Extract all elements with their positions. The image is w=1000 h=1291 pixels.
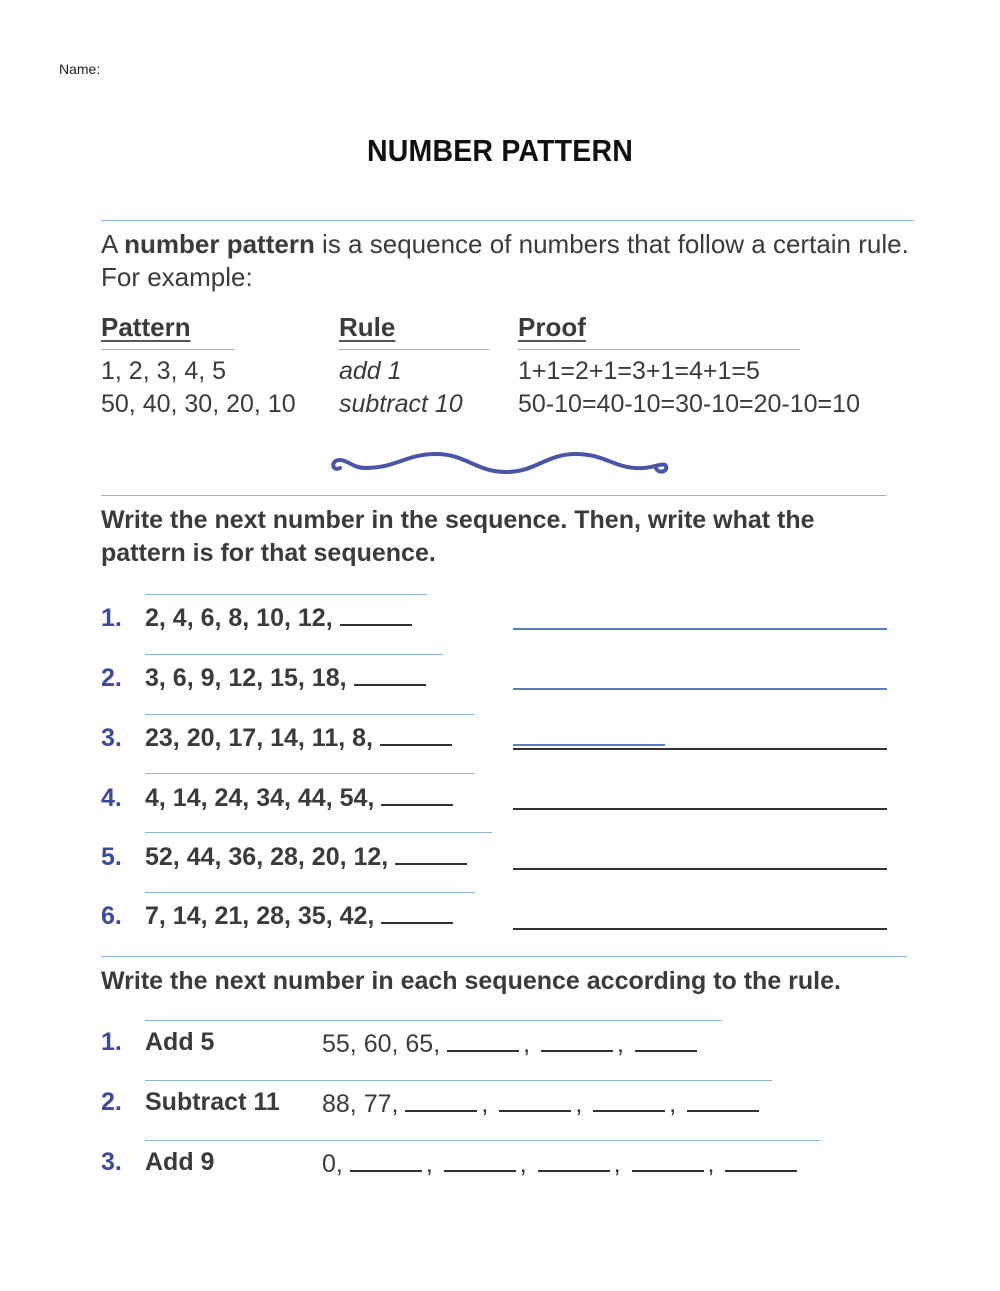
rule-sequence: 55, 60, 65, , , xyxy=(322,1028,697,1068)
answer-blank[interactable] xyxy=(499,1088,571,1112)
rule-label: Add 5 xyxy=(145,1028,215,1056)
pattern-answer-line[interactable] xyxy=(513,928,887,930)
rule-question-row: 3. Add 9 xyxy=(101,1148,215,1176)
example-pattern: 1, 2, 3, 4, 5 xyxy=(101,357,227,385)
answer-blank[interactable] xyxy=(635,1028,697,1052)
squiggle-divider-icon xyxy=(326,448,674,482)
question-row: 5. 52, 44, 36, 28, 20, 12, xyxy=(101,841,467,881)
divider xyxy=(145,773,475,774)
example-rule: subtract 10 xyxy=(339,390,463,418)
pattern-answer-line[interactable] xyxy=(513,628,887,630)
answer-blank[interactable] xyxy=(541,1028,613,1052)
answer-blank[interactable] xyxy=(395,841,467,865)
example-pattern: 50, 40, 30, 20, 10 xyxy=(101,390,296,418)
answer-blank[interactable] xyxy=(340,602,412,626)
header-underline xyxy=(518,349,800,350)
answer-blank[interactable] xyxy=(350,1148,422,1172)
answer-blank[interactable] xyxy=(381,900,453,924)
column-header-pattern: Pattern xyxy=(101,312,191,342)
page-title: NUMBER PATTERN xyxy=(366,133,634,168)
pattern-answer-line[interactable] xyxy=(513,868,887,870)
divider xyxy=(145,654,443,655)
question-row: 1. 2, 4, 6, 8, 10, 12, xyxy=(101,602,412,642)
header-underline xyxy=(101,349,235,350)
answer-blank[interactable] xyxy=(381,782,453,806)
answer-blank[interactable] xyxy=(447,1028,519,1052)
answer-blank[interactable] xyxy=(687,1088,759,1112)
answer-blank[interactable] xyxy=(405,1088,477,1112)
section1-instruction: Write the next number in the sequence. Then, write what the pattern is for that sequence. xyxy=(101,506,815,567)
answer-blank[interactable] xyxy=(380,722,452,746)
question-row: 3. 23, 20, 17, 14, 11, 8, xyxy=(101,722,452,762)
column-header-rule: Rule xyxy=(339,312,396,342)
answer-blank[interactable] xyxy=(632,1148,704,1172)
divider xyxy=(101,495,886,496)
section2-instruction: Write the next number in each sequence according to the rule. xyxy=(101,967,841,995)
question-row: 2. 3, 6, 9, 12, 15, 18, xyxy=(101,662,426,702)
answer-blank[interactable] xyxy=(725,1148,797,1172)
answer-blank[interactable] xyxy=(593,1088,665,1112)
rule-label: Subtract 11 xyxy=(145,1088,280,1116)
divider xyxy=(145,1080,772,1081)
rule-question-row: 1. Add 5 xyxy=(101,1028,215,1056)
answer-blank[interactable] xyxy=(354,662,426,686)
pattern-answer-line[interactable] xyxy=(513,808,887,810)
divider xyxy=(145,832,492,833)
pattern-answer-line[interactable] xyxy=(513,688,887,690)
divider xyxy=(101,220,914,221)
answer-blank[interactable] xyxy=(444,1148,516,1172)
divider xyxy=(145,714,475,715)
column-header-proof: Proof xyxy=(518,312,586,342)
example-proof: 1+1=2+1=3+1=4+1=5 xyxy=(518,357,760,385)
divider xyxy=(145,594,427,595)
header-underline xyxy=(339,349,489,350)
divider xyxy=(145,1020,722,1021)
pattern-answer-line[interactable] xyxy=(513,748,887,750)
answer-blank[interactable] xyxy=(538,1148,610,1172)
rule-sequence: 88, 77, , , , xyxy=(322,1088,759,1128)
rule-label: Add 9 xyxy=(145,1148,215,1176)
intro-paragraph: A number pattern is a sequence of numbers that follow a certain rule. For example: xyxy=(101,229,909,292)
example-proof: 50-10=40-10=30-10=20-10=10 xyxy=(518,390,860,418)
rule-question-row: 2. Subtract 11 xyxy=(101,1088,280,1116)
question-row: 6. 7, 14, 21, 28, 35, 42, xyxy=(101,900,453,940)
intro-term: number pattern xyxy=(124,229,315,259)
name-label: Name: xyxy=(59,61,101,77)
example-rule: add 1 xyxy=(339,357,402,385)
divider xyxy=(145,1140,820,1141)
divider xyxy=(145,892,475,893)
rule-sequence: 0, , , , , xyxy=(322,1148,797,1188)
pattern-answer-line-highlight xyxy=(513,744,665,746)
divider xyxy=(101,956,907,957)
question-row: 4. 4, 14, 24, 34, 44, 54, xyxy=(101,782,453,822)
